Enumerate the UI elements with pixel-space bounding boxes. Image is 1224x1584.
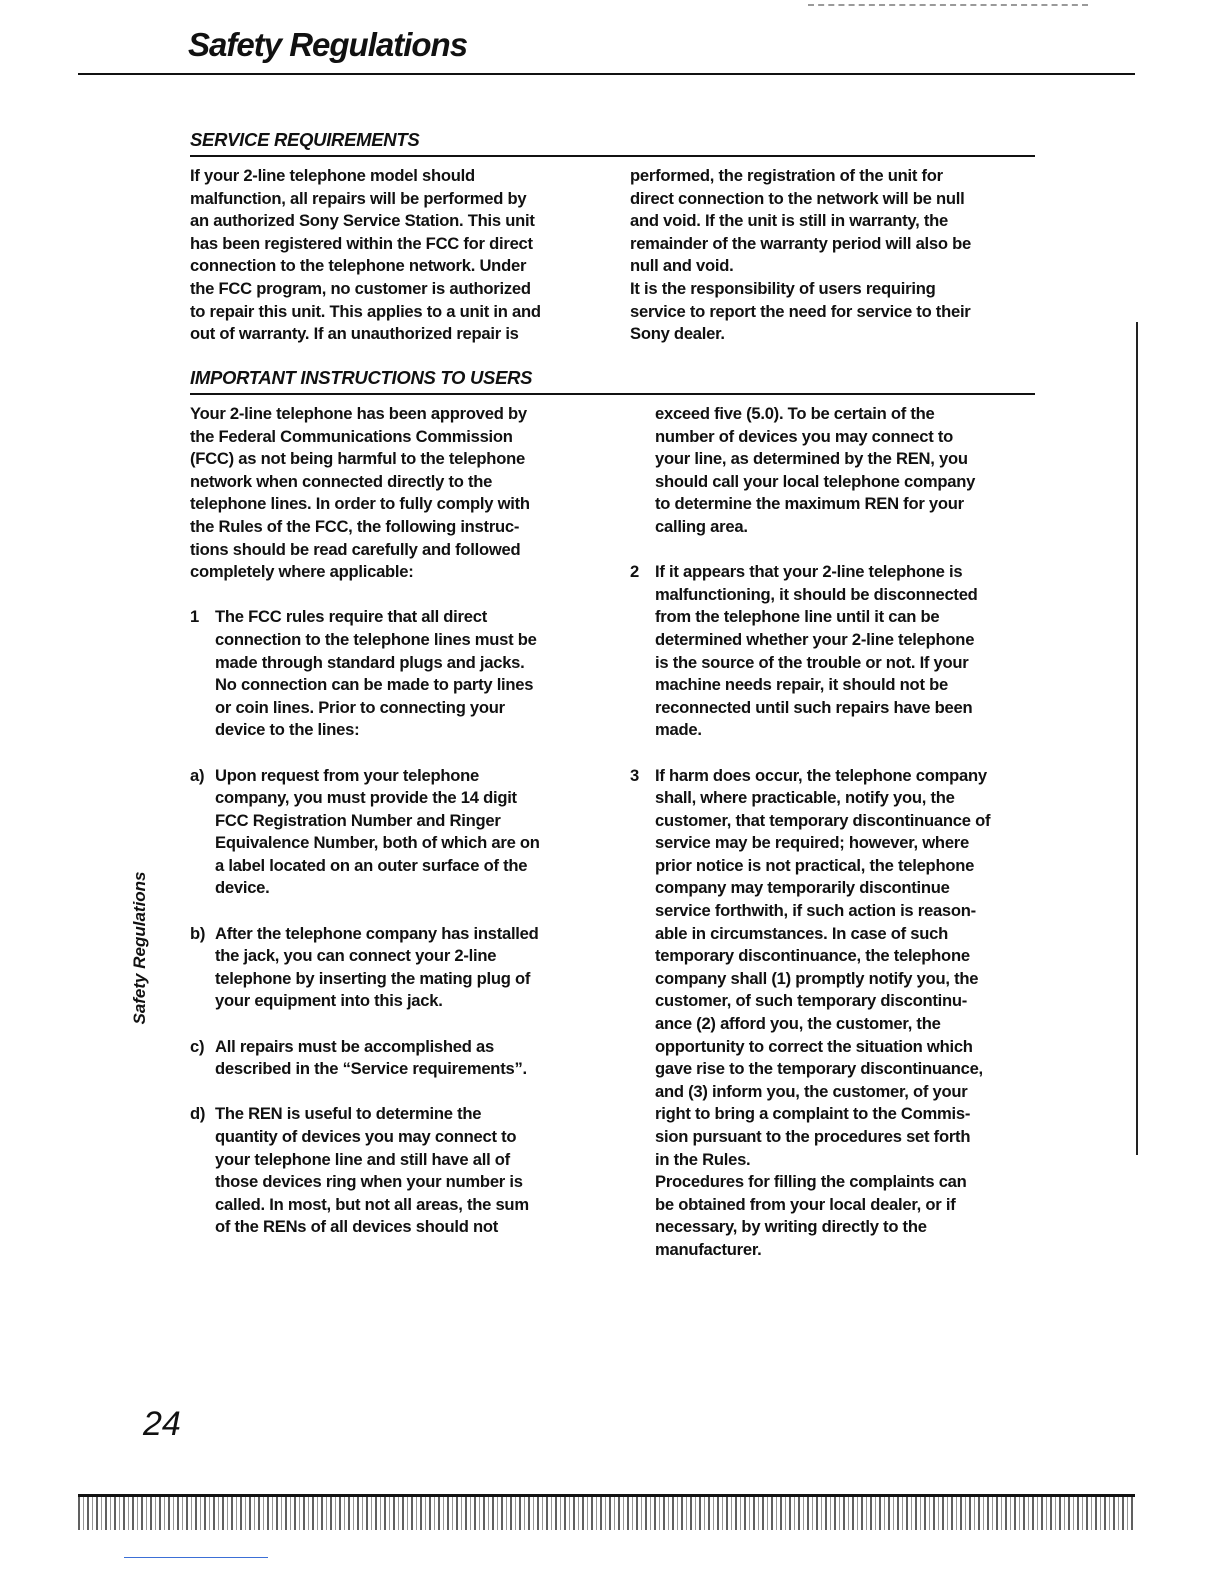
text-line: completely where applicable:: [190, 562, 414, 582]
text-line: device.: [215, 878, 270, 898]
list-item-2: [630, 561, 1070, 742]
text-line: or coin lines. Prior to connecting your: [215, 697, 505, 717]
item-letter: b): [190, 923, 206, 943]
text-line: reconnected until such repairs have been: [655, 697, 973, 717]
item-letter: a): [190, 765, 205, 785]
item-letter: d): [190, 1104, 206, 1124]
text-line: able in circumstances. In case of such: [655, 923, 948, 943]
text-line: The FCC rules require that all direct: [215, 607, 487, 627]
list-item-1: [190, 606, 615, 742]
text-line: malfunction, all repairs will be performed by: [190, 188, 527, 208]
text-line: your telephone line and still have all of: [215, 1149, 510, 1169]
text-line: opportunity to correct the situation which: [655, 1036, 973, 1056]
text-line: a label located on an outer surface of the: [215, 855, 528, 875]
service-right-column: [630, 165, 1050, 346]
text-line: No connection can be made to party lines: [215, 675, 534, 695]
text-line: It is the responsibility of users requiring: [630, 278, 936, 298]
text-line: malfunctioning, it should be disconnected: [655, 584, 978, 604]
text-line: described in the “Service requirements”.: [215, 1059, 527, 1079]
text-line: an authorized Sony Service Station. This unit: [190, 211, 535, 231]
text-line: connection to the telephone network. Under: [190, 256, 527, 276]
text-line: shall, where practicable, notify you, the: [655, 788, 955, 808]
text-line: Sony dealer.: [630, 324, 725, 344]
important-left-column: [190, 403, 615, 1239]
text-line: made through standard plugs and jacks.: [215, 652, 525, 672]
text-line: quantity of devices you may connect to: [215, 1127, 517, 1146]
list-item-b: [190, 923, 615, 1013]
footer-underline: [124, 1557, 268, 1558]
text-line: Equivalence Number, both of which are on: [215, 833, 540, 853]
text-line: your line, as determined by the REN, you: [655, 449, 968, 469]
text-line: those devices ring when your number is: [215, 1172, 523, 1192]
text-line: Your 2-line telephone has been approved by: [190, 404, 527, 423]
list-item-d: [190, 1103, 615, 1239]
text-line: be obtained from your local dealer, or if: [655, 1194, 956, 1214]
text-line: out of warranty. If an unauthorized repair is: [190, 324, 519, 344]
text-line: exceed five (5.0). To be certain of the: [655, 404, 935, 423]
list-item-c: [190, 1036, 615, 1081]
text-line: telephone lines. In order to fully comply with: [190, 494, 530, 514]
text-line: Procedures for filling the complaints can: [655, 1172, 967, 1192]
text-line: FCC Registration Number and Ringer: [215, 810, 501, 830]
text-line: direct connection to the network will be null: [630, 188, 965, 208]
service-left-column: [190, 165, 610, 346]
text-line: All repairs must be accomplished as: [215, 1036, 494, 1056]
bottom-rule: [78, 1494, 1135, 1497]
text-line: service forthwith, if such action is reason-: [655, 901, 976, 921]
text-line: company, you must provide the 14 digit: [215, 788, 517, 808]
text-line: performed, the registration of the unit for: [630, 166, 943, 185]
list-item-a: [190, 765, 615, 901]
text-line: machine needs repair, it should not be: [655, 675, 948, 695]
text-line: and void. If the unit is still in warranty, the: [630, 211, 949, 231]
text-line: should call your local telephone company: [655, 471, 976, 491]
page-number: 24: [143, 1405, 181, 1443]
important-instructions-rule: [190, 393, 1035, 395]
bottom-noise-band: [78, 1494, 1135, 1530]
text-line: null and void.: [630, 256, 734, 276]
important-instructions-heading: IMPORTANT INSTRUCTIONS TO USERS: [190, 367, 533, 388]
text-line: telephone by inserting the mating plug of: [215, 968, 531, 988]
list-item-d-continued: [630, 403, 1070, 539]
text-line: Upon request from your telephone: [215, 765, 479, 785]
text-line: tions should be read carefully and followed: [190, 539, 521, 559]
text-line: temporary discontinuance, the telephone: [655, 946, 970, 966]
text-line: right to bring a complaint to the Commis-: [655, 1104, 971, 1124]
text-line: If harm does occur, the telephone company: [655, 765, 987, 785]
list-item-3: [630, 765, 1070, 1262]
item-number: 3: [630, 765, 639, 785]
item-letter: c): [190, 1036, 205, 1056]
text-line: and (3) inform you, the customer, of your: [655, 1081, 968, 1101]
text-line: company shall (1) promptly notify you, the: [655, 968, 979, 988]
text-line: to determine the maximum REN for your: [655, 494, 964, 514]
text-line: remainder of the warranty period will also be: [630, 233, 971, 253]
text-line: necessary, by writing directly to the: [655, 1217, 927, 1237]
text-line: determined whether your 2-line telephone: [655, 629, 975, 649]
text-line: sion pursuant to the procedures set forth: [655, 1127, 971, 1146]
text-line: made.: [655, 720, 702, 740]
text-line: from the telephone line until it can be: [655, 607, 940, 627]
text-line: the Federal Communications Commission: [190, 426, 513, 446]
intro-paragraph: [190, 403, 615, 584]
text-line: manufacturer.: [655, 1239, 762, 1259]
item-number: 2: [630, 562, 639, 582]
top-dashed-rule: [808, 4, 1088, 6]
text-line: is the source of the trouble or not. If your: [655, 652, 969, 672]
text-line: If your 2-line telephone model should: [190, 166, 475, 185]
margin-rule: [1136, 322, 1138, 1155]
text-line: company may temporarily discontinue: [655, 878, 950, 898]
text-line: network when connected directly to the: [190, 471, 493, 491]
item-number: 1: [190, 607, 199, 627]
text-line: customer, that temporary discontinuance of: [655, 810, 991, 830]
side-tab-label: Safety Regulations: [130, 871, 149, 1025]
text-line: gave rise to the temporary discontinuance,: [655, 1059, 983, 1079]
text-line: called. In most, but not all areas, the sum: [215, 1194, 529, 1214]
text-line: If it appears that your 2-line telephone is: [655, 562, 963, 582]
text-line: ance (2) afford you, the customer, the: [655, 1014, 941, 1034]
page-title: Safety Regulations: [188, 26, 468, 63]
text-line: service may be required; however, where: [655, 833, 969, 853]
text-line: prior notice is not practical, the telephone: [655, 855, 975, 875]
text-line: in the Rules.: [655, 1149, 751, 1169]
text-line: service to report the need for service to their: [630, 301, 971, 321]
text-line: your equipment into this jack.: [215, 991, 443, 1011]
text-line: to repair this unit. This applies to a unit in and: [190, 301, 541, 321]
text-line: device to the lines:: [215, 720, 360, 740]
service-requirements-heading: SERVICE REQUIREMENTS: [190, 129, 420, 150]
text-line: has been registered within the FCC for direct: [190, 233, 533, 253]
text-line: number of devices you may connect to: [655, 426, 954, 446]
text-line: of the RENs of all devices should not: [215, 1217, 499, 1237]
text-line: calling area.: [655, 516, 748, 536]
text-line: the Rules of the FCC, the following instruc-: [190, 516, 520, 536]
text-line: the jack, you can connect your 2-line: [215, 946, 497, 966]
text-line: (FCC) as not being harmful to the telephone: [190, 449, 525, 469]
title-rule: [78, 73, 1135, 75]
text-line: After the telephone company has installed: [215, 923, 539, 943]
text-line: the FCC program, no customer is authorized: [190, 278, 531, 298]
important-right-column: [630, 403, 1070, 1262]
text-line: customer, of such temporary discontinu-: [655, 991, 968, 1011]
service-requirements-rule: [190, 155, 1035, 157]
text-line: connection to the telephone lines must be: [215, 629, 537, 649]
text-line: The REN is useful to determine the: [215, 1104, 482, 1124]
